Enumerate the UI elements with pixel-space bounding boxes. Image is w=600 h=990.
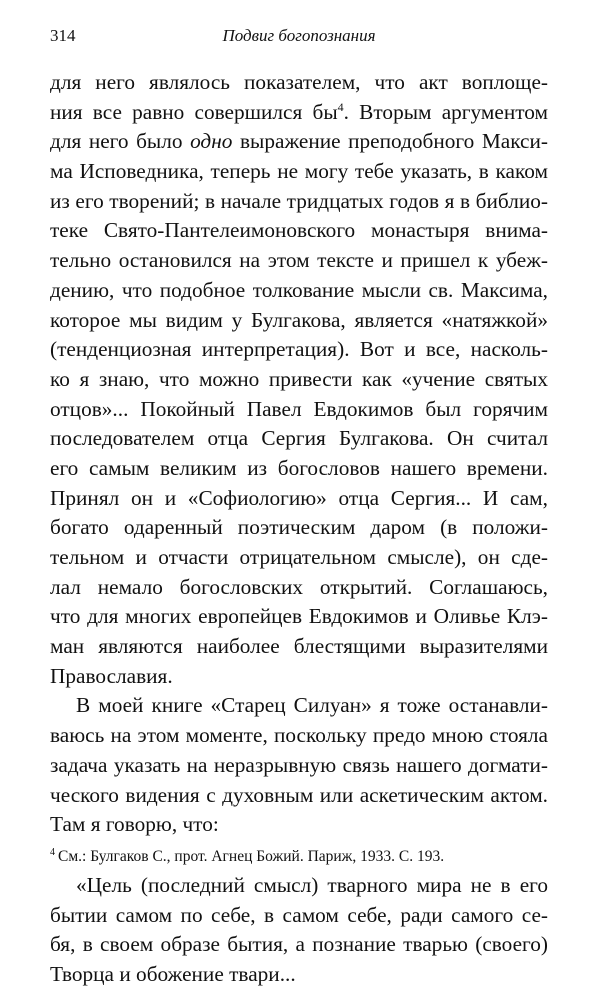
text-line: тельном и отчасти отрицательном смысле), он сде- — [50, 545, 548, 569]
text-line — [50, 127, 548, 157]
text-line — [50, 98, 548, 128]
page-number: 314 — [50, 26, 76, 45]
text-line: из его творений; в начале тридцатых годов я в библио- — [50, 188, 548, 213]
footnote-reference[interactable]: 4 — [337, 99, 344, 114]
text-line: для него являлось показателем, что акт воплоще- — [50, 70, 548, 94]
text-line: ма Исповедника, теперь не могу тебе указать, в каком — [50, 159, 548, 184]
text-line: его самым великим из богословов нашего времени. — [50, 455, 548, 480]
text-line: задача указать на неразрывную связь нашего догмати- — [50, 752, 548, 777]
quote-line: бя, в своем образе бытия, а познание тварью (своего) — [50, 932, 548, 957]
text-line: Там я говорю, что: — [50, 812, 219, 837]
quote-line: Творца и обожение твари... — [50, 961, 296, 986]
text-segment: ния все равно совершился бы — [50, 99, 338, 124]
text-segment: выражение преподобного Макси- — [232, 129, 548, 154]
text-line: богато одаренный поэтическим даром (в положи- — [50, 515, 548, 540]
text-line: дению, что подобное толкование мысли св. Максима, — [50, 277, 548, 302]
emphasis-text: одно — [190, 129, 233, 154]
text-line: ко я знаю, что можно привести как «учение святых — [50, 366, 548, 391]
page-header — [50, 26, 548, 50]
text-line: теке Свято-Пантелеимоновского монастыря внима- — [50, 218, 548, 243]
text-line: Принял он и «Софиологию» отца Сергия... И сам, — [50, 485, 548, 510]
text-line: которое мы видим у Булгакова, является «натяжкой» — [50, 307, 548, 332]
text-line: (тенденциозная интерпретация). Вот и все, насколь- — [50, 337, 548, 362]
text-line: ман являются наиболее блестящими выразителями — [50, 634, 548, 659]
footnote-mark: 4 — [50, 846, 55, 858]
text-segment: . Вторым аргументом — [343, 99, 548, 124]
text-line: лал немало богословских открытий. Соглашаюсь, — [50, 574, 548, 599]
text-line: Православия. — [50, 663, 173, 688]
text-line: тельно остановился на этом тексте и пришел к убеж- — [50, 248, 548, 273]
text-line: ческого видения с духовным или аскетическим актом. — [50, 782, 548, 807]
quote-line: бытии самом по себе, в самом себе, ради самого се- — [50, 902, 548, 927]
text-line: отцов»... Покойный Павел Евдокимов был горячим — [50, 396, 548, 421]
text-line: что для многих европейцев Евдокимов и Оливье Клэ- — [50, 604, 548, 629]
footnote — [50, 848, 548, 866]
running-title: Подвиг богопознания — [222, 26, 376, 45]
text-segment: для него было — [50, 129, 191, 154]
footnote-text: См.: Булгаков С., прот. Агнец Божий. Париж, 1933. С. 193. — [58, 848, 445, 865]
text-line: ваюсь на этом моменте, поскольку предо мною стояла — [50, 723, 548, 748]
text-line: В моей книге «Старец Силуан» я тоже останавли- — [76, 693, 548, 718]
quote-line: «Цель (последний смысл) тварного мира не в его — [76, 872, 548, 897]
text-line: последователем отца Сергия Булгакова. Он считал — [50, 426, 548, 451]
